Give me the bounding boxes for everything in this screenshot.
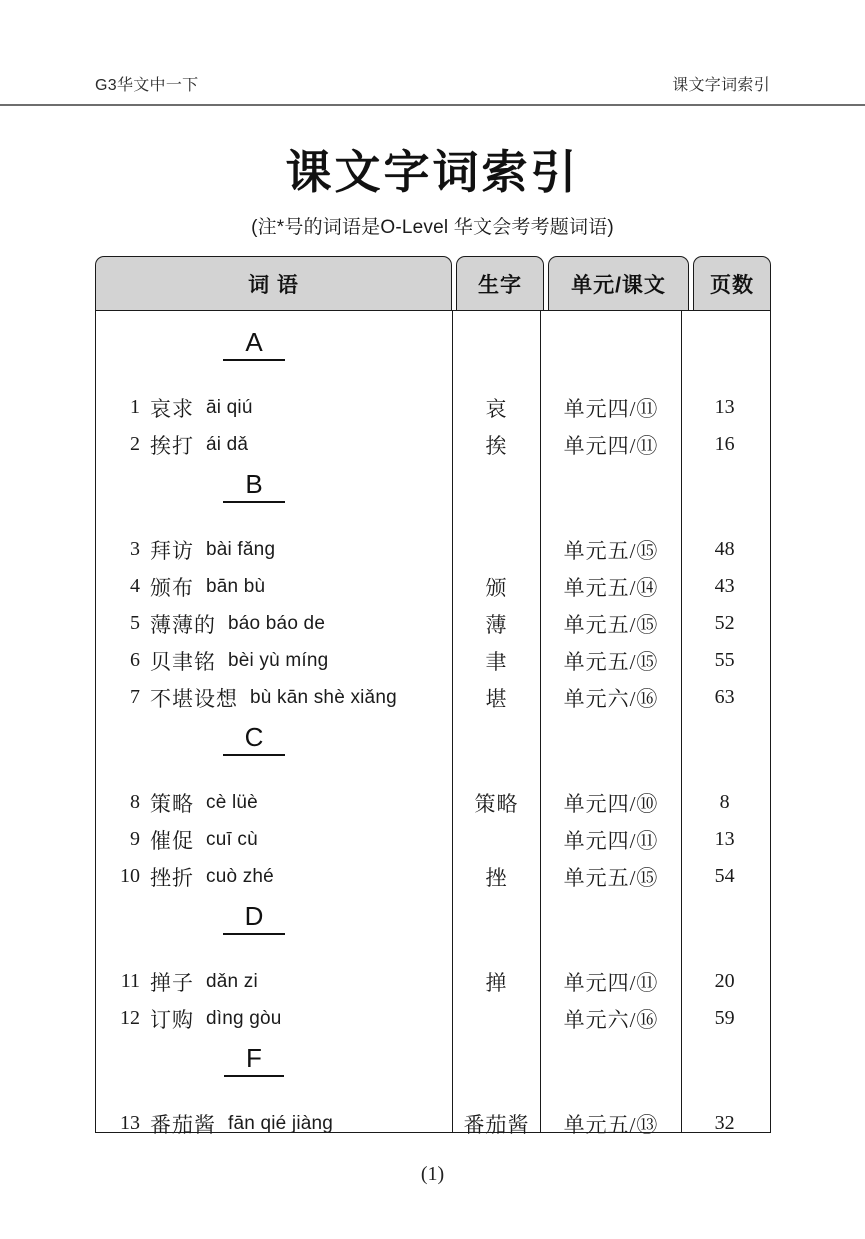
row-page: 20	[714, 970, 735, 992]
section-letter-d	[96, 895, 452, 935]
row-page: 32	[714, 1112, 735, 1134]
row-word-hanzi: 拜访	[150, 538, 194, 563]
row-new-char: 策略	[474, 791, 519, 816]
row-new-char: 聿	[485, 649, 508, 674]
row-index: 12	[120, 1007, 140, 1029]
table-body	[95, 310, 771, 1137]
row-word-hanzi: 挫折	[150, 865, 194, 890]
row-word-pinyin: dǎn zi	[206, 970, 258, 992]
table-row	[96, 568, 452, 605]
row-word-hanzi: 挨打	[150, 433, 194, 458]
row-new-char: 薄	[485, 612, 508, 637]
row-word-pinyin: ái dǎ	[206, 433, 249, 455]
row-word-pinyin: bài fǎng	[206, 538, 276, 560]
row-unit-lesson: 单元四/⑪	[563, 828, 659, 853]
row-unit-lesson: 单元五/⑬	[563, 1112, 659, 1137]
row-word-pinyin: báo báo de	[228, 612, 326, 634]
row-index: 8	[130, 791, 140, 813]
row-index: 4	[130, 575, 140, 597]
page-subtitle: (注*号的词语是O-Level 华文会考考题词语)	[251, 217, 614, 238]
header-divider-rule	[0, 104, 865, 106]
row-page: 63	[714, 686, 735, 708]
row-index: 7	[130, 686, 140, 708]
row-unit-lesson: 单元五/⑮	[563, 538, 659, 563]
column-header-new-char: 生字	[456, 256, 544, 310]
row-index: 10	[120, 865, 140, 887]
section-letter-b	[96, 463, 452, 503]
table-row	[96, 784, 452, 821]
row-unit-lesson: 单元五/⑮	[563, 649, 659, 674]
row-word-pinyin: bān bù	[206, 575, 266, 597]
table-row	[96, 642, 452, 679]
row-word-pinyin: cuī cù	[206, 828, 258, 850]
section-letter-c	[96, 716, 452, 756]
table-row	[96, 821, 452, 858]
row-word-pinyin: dìng gòu	[206, 1007, 282, 1029]
row-page: 48	[714, 538, 735, 560]
column-header-word: 词 语	[95, 256, 452, 310]
row-new-char: 颁	[485, 575, 508, 600]
row-page: 59	[714, 1007, 735, 1029]
running-head-left: G3华文中一下	[95, 76, 199, 94]
column-word	[96, 311, 453, 1137]
table-row	[96, 426, 452, 463]
table-row	[96, 389, 452, 426]
section-letter-label: B	[223, 471, 284, 503]
row-word-hanzi: 贝聿铭	[150, 649, 216, 674]
row-new-char	[453, 821, 540, 858]
row-page: 43	[714, 575, 735, 597]
row-unit-lesson: 单元五/⑮	[563, 612, 659, 637]
column-header-unit-lesson: 单元/课文	[548, 256, 689, 310]
section-letter-label: F	[224, 1045, 284, 1077]
running-head	[0, 60, 865, 106]
row-page: 13	[714, 396, 735, 418]
row-unit-lesson: 单元五/⑮	[563, 865, 659, 890]
row-word-hanzi: 掸子	[150, 970, 194, 995]
row-index: 9	[130, 828, 140, 850]
row-unit-lesson: 单元六/⑯	[563, 1007, 659, 1032]
row-unit-lesson: 单元四/⑪	[563, 433, 659, 458]
row-word-hanzi: 不堪设想	[150, 686, 238, 711]
column-page	[682, 311, 767, 1132]
row-word-hanzi: 颁布	[150, 575, 194, 600]
row-index: 5	[130, 612, 140, 634]
row-word-hanzi: 订购	[150, 1007, 194, 1032]
row-word-pinyin: cuò zhé	[206, 865, 274, 887]
row-page: 16	[714, 433, 735, 455]
row-unit-lesson: 单元四/⑩	[563, 791, 659, 816]
section-letter-a	[96, 321, 452, 361]
table-row	[96, 531, 452, 568]
row-page: 13	[714, 828, 735, 850]
section-letter-label: C	[223, 724, 286, 756]
row-page: 54	[714, 865, 735, 887]
row-word-pinyin: āi qiú	[206, 396, 253, 418]
row-word-pinyin: bèi yù míng	[228, 649, 329, 671]
row-new-char: 挫	[485, 865, 508, 890]
row-page: 52	[714, 612, 735, 634]
table-row	[96, 1000, 452, 1037]
row-word-pinyin: cè lüè	[206, 791, 258, 813]
row-index: 11	[120, 970, 140, 992]
row-word-hanzi: 哀求	[150, 396, 194, 421]
row-new-char	[453, 1000, 540, 1037]
row-word-hanzi: 策略	[150, 791, 194, 816]
running-head-right: 课文字词索引	[672, 76, 770, 94]
row-word-hanzi: 催促	[150, 828, 194, 853]
row-page: 55	[714, 649, 735, 671]
row-index: 13	[120, 1112, 140, 1134]
row-index: 2	[130, 433, 140, 455]
row-unit-lesson: 单元五/⑭	[563, 575, 659, 600]
row-word-hanzi: 薄薄的	[150, 612, 216, 637]
column-unit-lesson	[541, 311, 682, 1137]
row-new-char: 挨	[485, 433, 508, 458]
table-row	[96, 605, 452, 642]
row-index: 1	[130, 396, 140, 418]
row-page: 8	[719, 791, 730, 813]
table-row	[96, 1105, 452, 1142]
table-row	[96, 679, 452, 716]
row-new-char: 哀	[485, 396, 508, 421]
table-row	[96, 963, 452, 1000]
row-new-char: 掸	[485, 970, 508, 995]
row-new-char	[453, 531, 540, 568]
row-unit-lesson: 单元四/⑪	[563, 970, 659, 995]
section-letter-label: D	[223, 903, 286, 935]
column-header-page: 页数	[693, 256, 771, 310]
page-title: 课文字词索引	[285, 146, 580, 198]
page-number: (1)	[420, 1163, 445, 1185]
row-unit-lesson: 单元四/⑪	[563, 396, 659, 421]
table-header-row	[95, 256, 771, 310]
row-word-pinyin: bù kān shè xiǎng	[250, 686, 397, 708]
row-unit-lesson: 单元六/⑯	[563, 686, 659, 711]
section-letter-label: A	[223, 329, 284, 361]
index-table	[95, 256, 771, 1137]
section-letter-f	[96, 1037, 452, 1077]
row-word-hanzi: 番茄酱	[150, 1112, 216, 1137]
row-new-char: 番茄酱	[463, 1112, 530, 1137]
row-index: 6	[130, 649, 140, 671]
row-word-pinyin: fān qié jiàng	[228, 1112, 334, 1134]
row-new-char: 堪	[485, 686, 508, 711]
row-index: 3	[130, 538, 140, 560]
table-row	[96, 858, 452, 895]
column-new-char	[453, 311, 541, 1137]
